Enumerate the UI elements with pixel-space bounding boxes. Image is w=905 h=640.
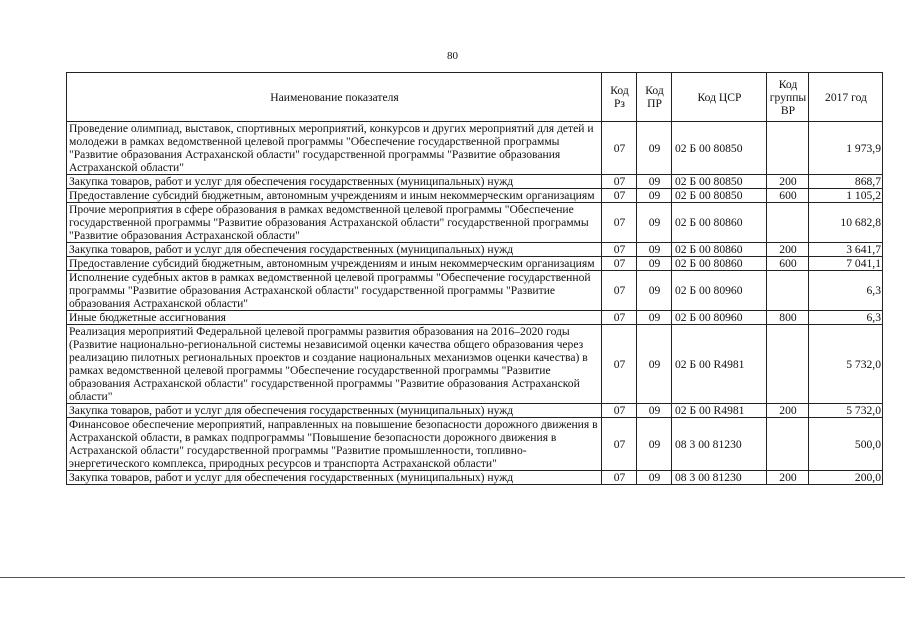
- row-name: Закупка товаров, работ и услуг для обеспечения государственных (муниципальных) нужд: [67, 243, 602, 257]
- row-rz: 07: [602, 203, 637, 243]
- table-row: [67, 418, 883, 471]
- row-rz: 07: [602, 325, 637, 404]
- row-pr: 09: [637, 203, 672, 243]
- table-row: [67, 471, 883, 485]
- table-row: [67, 257, 883, 271]
- row-rz: 07: [602, 257, 637, 271]
- header-vr: Код группы ВР: [767, 73, 809, 122]
- row-vr: [767, 325, 809, 404]
- header-pr: Код ПР: [637, 73, 672, 122]
- row-pr: 09: [637, 243, 672, 257]
- header-rz: Код Рз: [602, 73, 637, 122]
- row-name: Прочие мероприятия в сфере образования в рамках ведомственной целевой программы "Обеспечение государственной программы "Развитие образования Астраханской области" государственной программы "Развитие образования Астраханской области": [67, 203, 602, 243]
- row-csr: 08 3 00 81230: [672, 471, 767, 485]
- row-vr: [767, 122, 809, 175]
- row-vr: 200: [767, 471, 809, 485]
- row-csr: 02 Б 00 R4981: [672, 325, 767, 404]
- row-amount: 200,0: [809, 471, 883, 485]
- row-pr: 09: [637, 311, 672, 325]
- row-vr: 600: [767, 257, 809, 271]
- row-pr: 09: [637, 418, 672, 471]
- row-name: Закупка товаров, работ и услуг для обеспечения государственных (муниципальных) нужд: [67, 175, 602, 189]
- table-row: [67, 189, 883, 203]
- row-amount: 6,3: [809, 271, 883, 311]
- row-amount: 7 041,1: [809, 257, 883, 271]
- row-vr: 200: [767, 243, 809, 257]
- row-pr: 09: [637, 175, 672, 189]
- table-row: [67, 271, 883, 311]
- row-name: Исполнение судебных актов в рамках ведомственной целевой программы "Обеспечение государственной программы "Развитие образования Астраханской области" государственной программы "Развитие образования Астраханской области": [67, 271, 602, 311]
- table-row: [67, 325, 883, 404]
- row-rz: 07: [602, 122, 637, 175]
- row-pr: 09: [637, 471, 672, 485]
- row-pr: 09: [637, 404, 672, 418]
- row-amount: 3 641,7: [809, 243, 883, 257]
- row-name: Предоставление субсидий бюджетным, автономным учреждениям и иным некоммерческим организациям: [67, 257, 602, 271]
- row-pr: 09: [637, 257, 672, 271]
- table-row: [67, 122, 883, 175]
- row-vr: [767, 418, 809, 471]
- row-pr: 09: [637, 271, 672, 311]
- row-amount: 10 682,8: [809, 203, 883, 243]
- row-name: Финансовое обеспечение мероприятий, направленных на повышение безопасности дорожного движения в Астраханской области, в рамках подпрограммы "Повышение безопасности дорожного движения в Астраханской области" государственной программы "Развитие промышленности, топливно-энергетического комплекса, природных ресурсов и транспорта Астраханской области": [67, 418, 602, 471]
- row-csr: 02 Б 00 80960: [672, 311, 767, 325]
- row-vr: [767, 203, 809, 243]
- page-number: 80: [447, 50, 458, 62]
- header-year: 2017 год: [809, 73, 883, 122]
- row-rz: 07: [602, 189, 637, 203]
- row-amount: 868,7: [809, 175, 883, 189]
- row-amount: 1 105,2: [809, 189, 883, 203]
- row-rz: 07: [602, 418, 637, 471]
- budget-table: [66, 72, 883, 485]
- row-csr: 02 Б 00 80860: [672, 203, 767, 243]
- row-rz: 07: [602, 175, 637, 189]
- row-amount: 6,3: [809, 311, 883, 325]
- row-vr: 200: [767, 404, 809, 418]
- row-vr: [767, 271, 809, 311]
- row-rz: 07: [602, 404, 637, 418]
- row-vr: 800: [767, 311, 809, 325]
- header-csr: Код ЦСР: [672, 73, 767, 122]
- table-row: [67, 175, 883, 189]
- row-csr: 02 Б 00 80860: [672, 257, 767, 271]
- row-amount: 5 732,0: [809, 404, 883, 418]
- row-name: Закупка товаров, работ и услуг для обеспечения государственных (муниципальных) нужд: [67, 404, 602, 418]
- row-rz: 07: [602, 311, 637, 325]
- row-vr: 200: [767, 175, 809, 189]
- row-csr: 02 Б 00 80860: [672, 243, 767, 257]
- row-pr: 09: [637, 325, 672, 404]
- row-amount: 500,0: [809, 418, 883, 471]
- table-row: [67, 203, 883, 243]
- row-pr: 09: [637, 122, 672, 175]
- row-amount: 1 973,9: [809, 122, 883, 175]
- row-name: Реализация мероприятий Федеральной целевой программы развития образования на 2016–2020 годы (Развитие национально-региональной системы независимой оценки качества общего образования через реализацию пилотных региональных проектов и создание национальных механизмов оценки качества) в рамках ведомственной целевой программы "Обеспечение государственной программы "Развитие образования Астраханской области" государственной программы "Развитие образования Астраханской области": [67, 325, 602, 404]
- header-name: Наименование показателя: [67, 73, 602, 122]
- row-csr: 02 Б 00 80960: [672, 271, 767, 311]
- row-name: Иные бюджетные ассигнования: [67, 311, 602, 325]
- row-csr: 02 Б 00 R4981: [672, 404, 767, 418]
- row-csr: 02 Б 00 80850: [672, 122, 767, 175]
- row-rz: 07: [602, 243, 637, 257]
- table-row: [67, 243, 883, 257]
- table-header-row: [67, 73, 883, 122]
- page-cut-line: [0, 577, 905, 578]
- row-rz: 07: [602, 471, 637, 485]
- row-pr: 09: [637, 189, 672, 203]
- row-csr: 02 Б 00 80850: [672, 175, 767, 189]
- row-csr: 08 3 00 81230: [672, 418, 767, 471]
- table-body: [67, 122, 883, 485]
- row-csr: 02 Б 00 80850: [672, 189, 767, 203]
- row-name: Проведение олимпиад, выставок, спортивных мероприятий, конкурсов и других мероприятий для детей и молодежи в рамках ведомственной целевой программы "Обеспечение государственной программы "Развитие образования Астраханской области" государственной программы "Развитие образования Астраханской области": [67, 122, 602, 175]
- row-name: Закупка товаров, работ и услуг для обеспечения государственных (муниципальных) нужд: [67, 471, 602, 485]
- table-row: [67, 311, 883, 325]
- row-name: Предоставление субсидий бюджетным, автономным учреждениям и иным некоммерческим организациям: [67, 189, 602, 203]
- row-vr: 600: [767, 189, 809, 203]
- row-amount: 5 732,0: [809, 325, 883, 404]
- table-row: [67, 404, 883, 418]
- row-rz: 07: [602, 271, 637, 311]
